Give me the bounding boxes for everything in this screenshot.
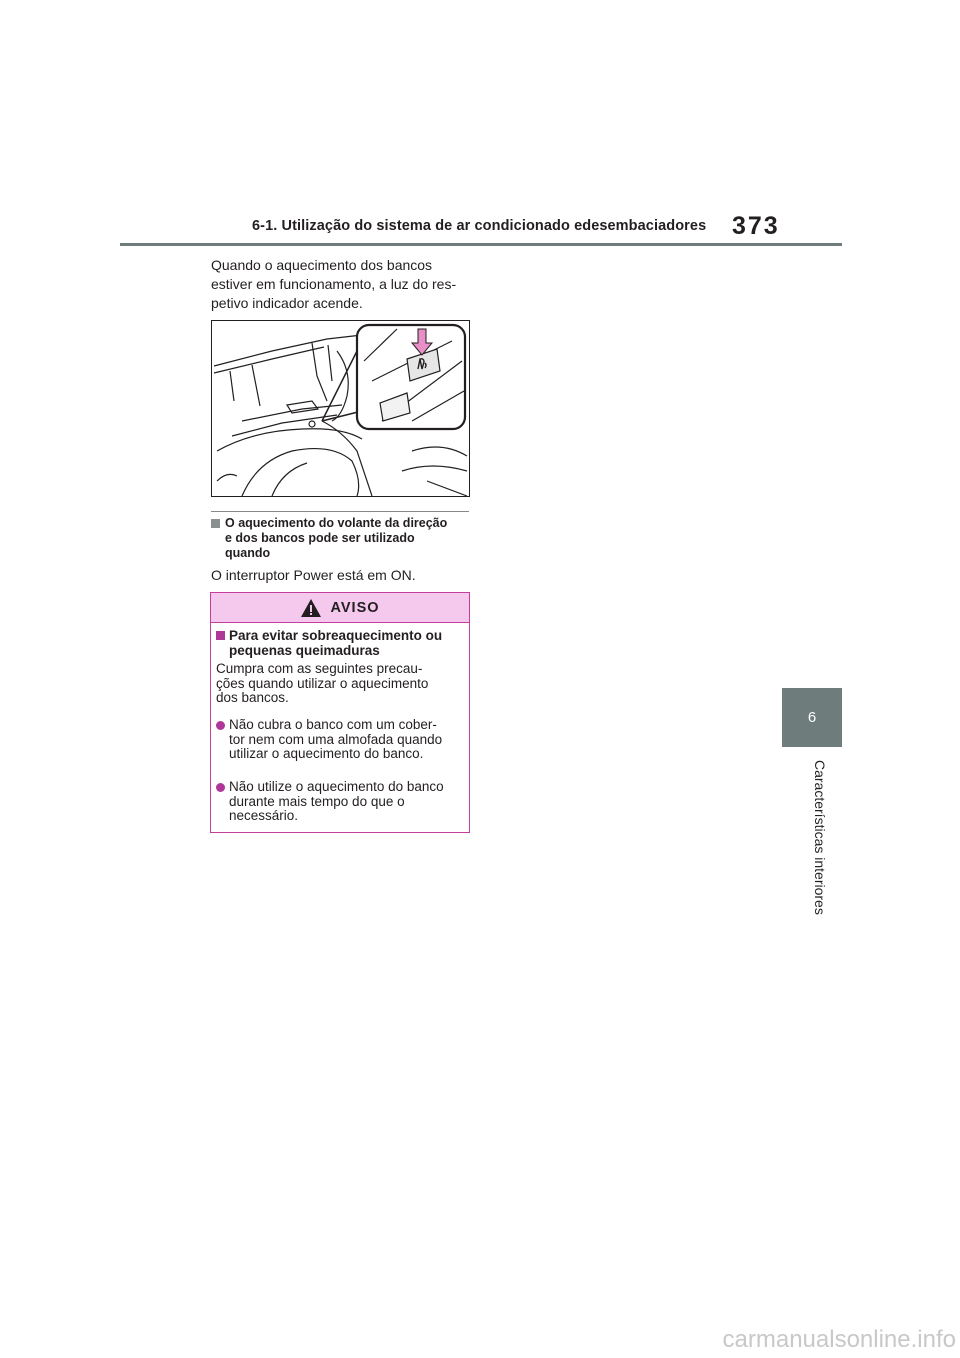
warning-box [210, 592, 470, 833]
warning-item-line: durante mais tempo do que o [229, 793, 405, 809]
chapter-number: 6 [807, 709, 817, 726]
page-number: 373 [732, 212, 780, 240]
warning-heading [216, 628, 466, 658]
chapter-tab [782, 688, 842, 747]
warning-paragraph-line: dos bancos. [216, 690, 289, 705]
warning-item [216, 780, 466, 824]
chapter-label: Características interiores [812, 760, 828, 915]
square-bullet-icon [216, 631, 225, 640]
dot-bullet-icon [216, 783, 225, 792]
warning-item-line: utilizar o aquecimento do banco. [229, 746, 424, 761]
warning-triangle-icon [300, 598, 322, 618]
header-rule [120, 243, 842, 246]
power-condition-text: O interruptor Power está em ON. [211, 567, 416, 583]
header-section-title: 6-1. Utilização do sistema de ar condicionado edesembaciadores [252, 218, 707, 234]
warning-item-line: Não utilize o aquecimento do banco [229, 779, 444, 794]
watermark: carmanualsonline.info [722, 1326, 956, 1353]
square-bullet-icon [211, 519, 220, 528]
warning-header [211, 593, 469, 623]
warning-item-line: tor nem com uma almofada quando [229, 731, 443, 747]
intro-paragraph [211, 256, 473, 313]
subheading-line: quando [225, 546, 271, 560]
warning-title: AVISO [330, 599, 380, 616]
intro-line: estiver em funcionamento, a luz do res- [211, 276, 457, 292]
intro-line: Quando o aquecimento dos bancos [211, 257, 433, 273]
warning-paragraph-line: Cumpra com as seguintes precau- [216, 661, 423, 676]
warning-item-line: Não cubra o banco com um cober- [229, 717, 437, 732]
section-divider [211, 511, 469, 512]
subheading-line: O aquecimento do volante da direção [225, 516, 448, 530]
dot-bullet-icon [216, 721, 225, 730]
warning-heading-line: Para evitar sobreaquecimento ou [229, 628, 443, 643]
warning-heading-line: pequenas queimaduras [229, 643, 380, 658]
warning-paragraph [216, 662, 464, 706]
intro-line: petivo indicador acende. [211, 295, 363, 311]
subheading-line: e dos bancos pode ser utilizado [225, 531, 415, 545]
warning-item-line: necessário. [229, 808, 299, 823]
warning-paragraph-line: ções quando utilizar o aquecimento [216, 675, 429, 691]
warning-item [216, 718, 466, 762]
availability-subheading [211, 516, 473, 561]
seat-heater-illustration [211, 320, 470, 497]
